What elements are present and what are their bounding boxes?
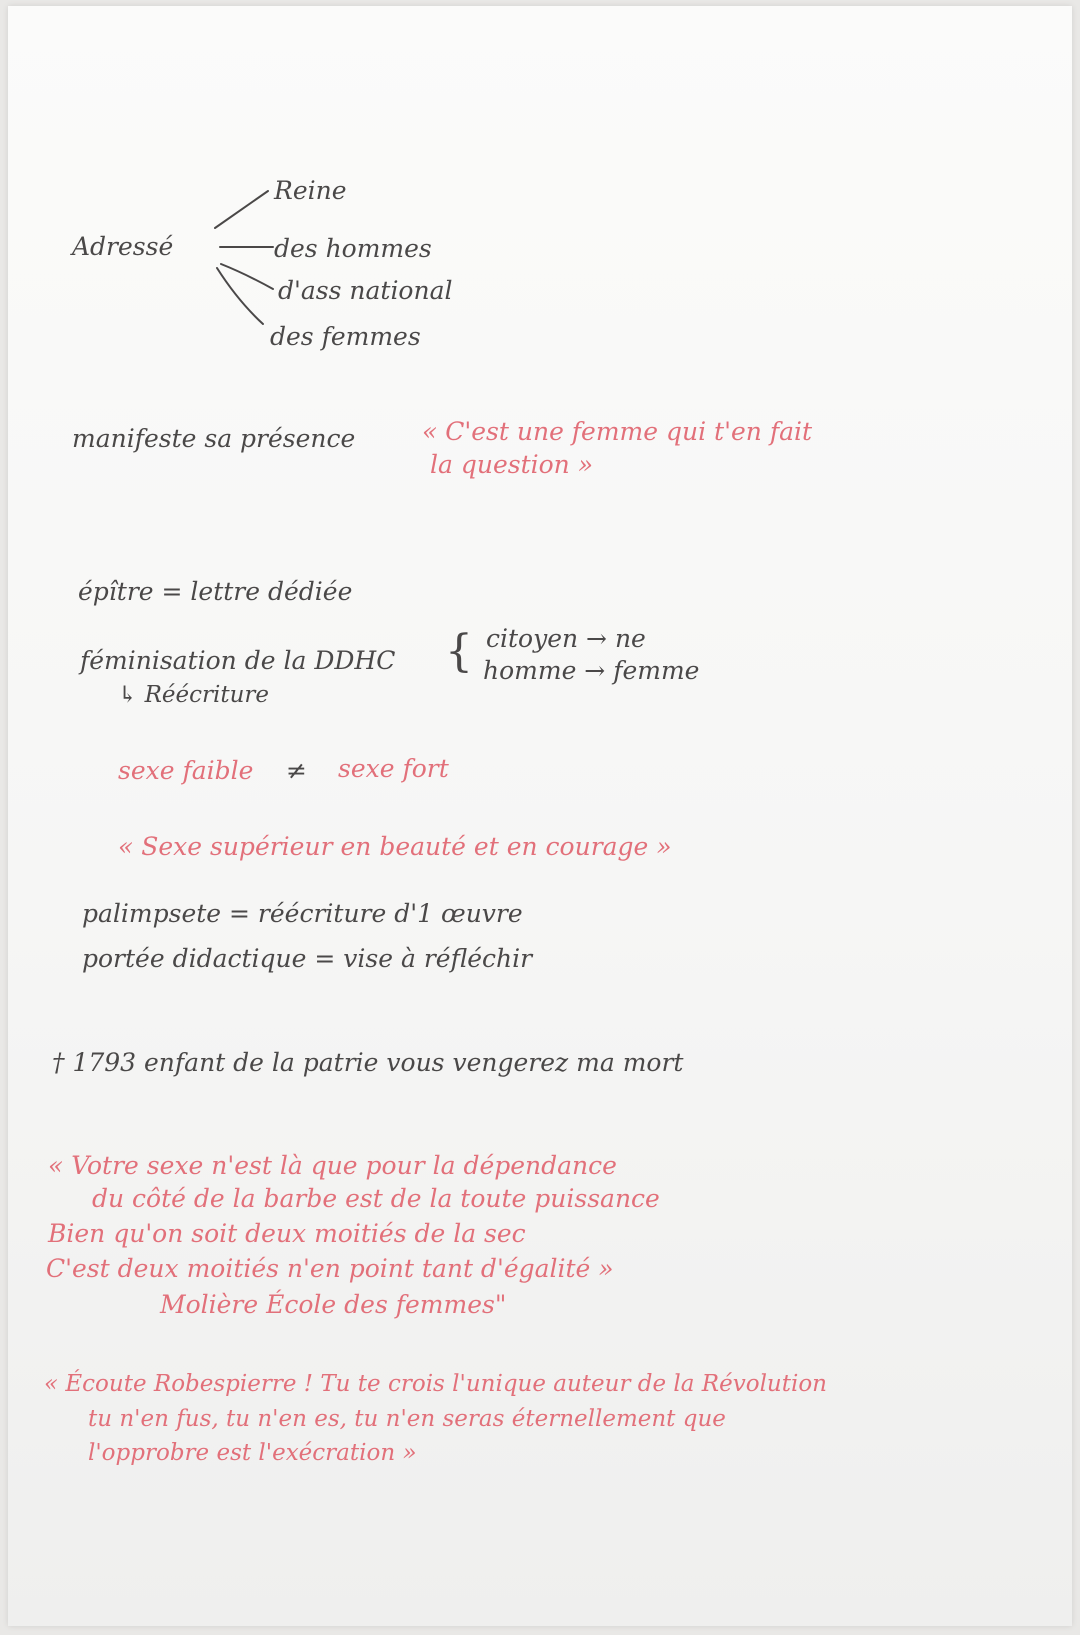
branch-line-femmes <box>217 268 263 324</box>
feminisation-text: féminisation de la DDHC <box>80 646 396 675</box>
manifeste-text: manifeste sa présence <box>72 424 356 453</box>
branch-line-reine <box>215 191 268 228</box>
adresse-label: Adressé <box>72 232 174 261</box>
portee-didactique-definition: portée didactique = vise à réfléchir <box>82 944 533 973</box>
manifeste-quote-line1: « C'est une femme qui t'en fait <box>422 417 813 446</box>
robespierre-line-1: « Écoute Robespierre ! Tu te crois l'unique auteur de la Révolution <box>44 1371 827 1397</box>
death-line: † 1793 enfant de la patrie vous vengerez ma mort <box>52 1048 684 1077</box>
sexe-fort: sexe fort <box>338 754 449 783</box>
poem-attribution: Molière École des femmes" <box>160 1290 507 1319</box>
robespierre-line-2: tu n'en fus, tu n'en es, tu n'en seras éternellement que <box>88 1406 726 1432</box>
palimpseste-definition: palimpsete = réécriture d'1 œuvre <box>82 899 523 928</box>
notebook-page <box>8 6 1072 1626</box>
epitre-definition: épître = lettre dédiée <box>78 577 353 606</box>
branch-femmes: des femmes <box>270 322 421 351</box>
branch-ass-national: d'ass national <box>278 276 453 305</box>
poem-line-2: du côté de la barbe est de la toute puissance <box>92 1184 660 1213</box>
map-citoyen: citoyen → ne <box>486 624 646 653</box>
poem-line-3: Bien qu'on soit deux moitiés de la sec <box>48 1219 526 1248</box>
branch-reine: Reine <box>274 176 347 205</box>
branch-hommes: des hommes <box>274 234 432 263</box>
sexe-faible: sexe faible <box>118 756 254 785</box>
feminisation-brace: { <box>445 626 473 677</box>
poem-line-1: « Votre sexe n'est là que pour la dépendance <box>48 1151 617 1180</box>
reecriture-note: ↳ Réécriture <box>118 682 270 708</box>
robespierre-line-3: l'opprobre est l'exécration » <box>88 1440 417 1466</box>
neq-sign: ≠ <box>286 756 307 785</box>
sexe-quote: « Sexe supérieur en beauté et en courage » <box>118 832 672 861</box>
manifeste-quote-line2: la question » <box>430 450 594 479</box>
map-homme: homme → femme <box>483 656 700 685</box>
poem-line-4: C'est deux moitiés n'en point tant d'égalité » <box>46 1254 614 1283</box>
